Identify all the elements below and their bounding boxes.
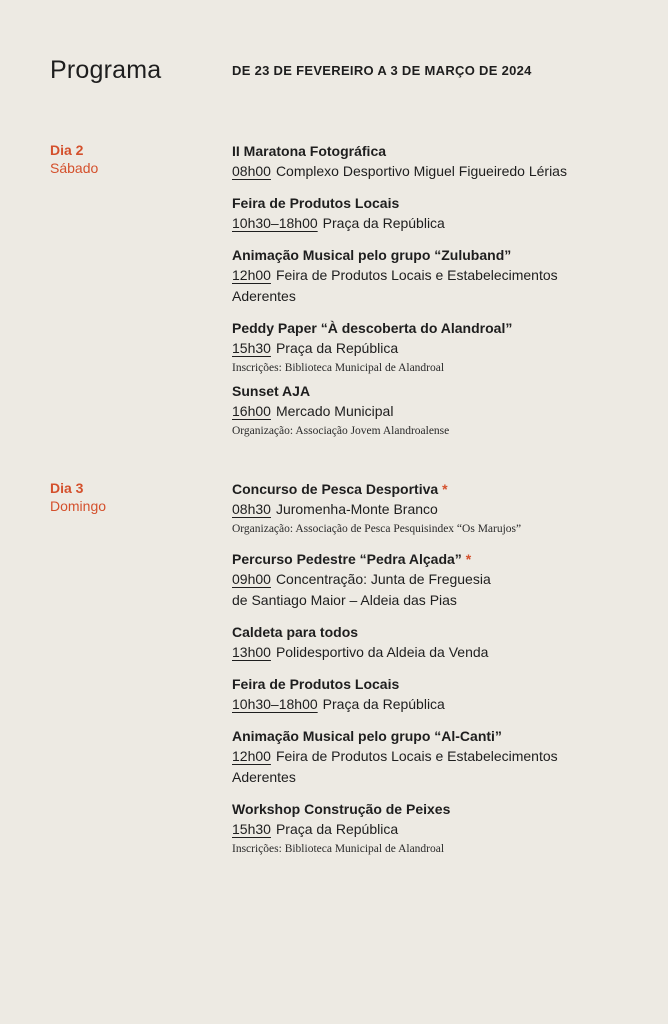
event-title: Feira de Produtos Locais [232,195,400,211]
event-list [232,479,642,869]
event-place: Feira de Produtos Locais e Estabelecimentos [275,748,558,764]
event-note: Inscrições: Biblioteca Municipal de Alandroal [232,362,445,374]
event-item [232,799,642,858]
event-title: Concurso de Pesca Desportiva [232,481,439,497]
event-place: Praça da República [275,821,399,837]
event-item [232,245,642,307]
event-place-continued: de Santiago Maior – Aldeia das Pias [232,592,457,608]
weekday: Sábado [50,160,99,176]
day-number: Dia 2 [50,142,84,158]
event-note: Organização: Associação de Pesca Pesquisindex “Os Marujos” [232,523,522,535]
date-range: DE 23 DE FEVEREIRO A 3 DE MARÇO DE 2024 [232,63,532,78]
event-title: II Maratona Fotográfica [232,143,387,159]
page-title: Programa [50,56,162,84]
event-place-continued: Aderentes [232,288,296,304]
event-place: Praça da República [322,696,445,712]
event-title: Feira de Produtos Locais [232,676,400,692]
event-time: 13h00 [232,644,271,660]
event-list [232,141,642,451]
event-time: 10h30–18h00 [232,696,318,712]
event-place: Concentração: Junta de Freguesia [275,571,491,587]
event-title: Peddy Paper “À descoberta do Alandroal” [232,320,513,336]
event-item [232,193,642,234]
event-time: 12h00 [232,267,271,283]
day-label [50,479,106,515]
event-title: Sunset AJA [232,383,311,399]
event-place: Juromenha-Monte Branco [275,501,438,517]
event-title: Animação Musical pelo grupo “Zuluband” [232,247,512,263]
event-title: Animação Musical pelo grupo “Al-Canti” [232,728,502,744]
event-time: 16h00 [232,403,271,419]
event-place: Praça da República [322,215,445,231]
day-number: Dia 3 [50,480,84,496]
event-item [232,141,642,182]
event-time: 08h00 [232,163,271,179]
event-time: 12h00 [232,748,271,764]
event-title: Percurso Pedestre “Pedra Alçada” [232,551,462,567]
event-place: Polidesportivo da Aldeia da Venda [275,644,489,660]
event-note: Organização: Associação Jovem Alandroalense [232,425,450,437]
event-item [232,318,642,377]
event-title: Workshop Construção de Peixes [232,801,451,817]
weekday: Domingo [50,498,107,514]
event-place: Praça da República [275,340,399,356]
day-label [50,141,98,177]
event-item [232,479,642,538]
event-place: Mercado Municipal [275,403,394,419]
event-item [232,381,642,440]
asterisk-mark: * [442,481,448,497]
event-item [232,622,642,663]
event-place: Complexo Desportivo Miguel Figueiredo Lérias [275,163,567,179]
event-item [232,726,642,788]
event-time: 15h30 [232,821,271,837]
event-time: 08h30 [232,501,271,517]
event-item [232,674,642,715]
event-item [232,549,642,611]
event-place: Feira de Produtos Locais e Estabelecimentos [275,267,558,283]
event-title: Caldeta para todos [232,624,359,640]
event-time: 10h30–18h00 [232,215,318,231]
event-place-continued: Aderentes [232,769,296,785]
asterisk-mark: * [465,551,472,567]
event-note: Inscrições: Biblioteca Municipal de Alandroal [232,843,445,855]
event-time: 15h30 [232,340,271,356]
event-time: 09h00 [232,571,271,587]
